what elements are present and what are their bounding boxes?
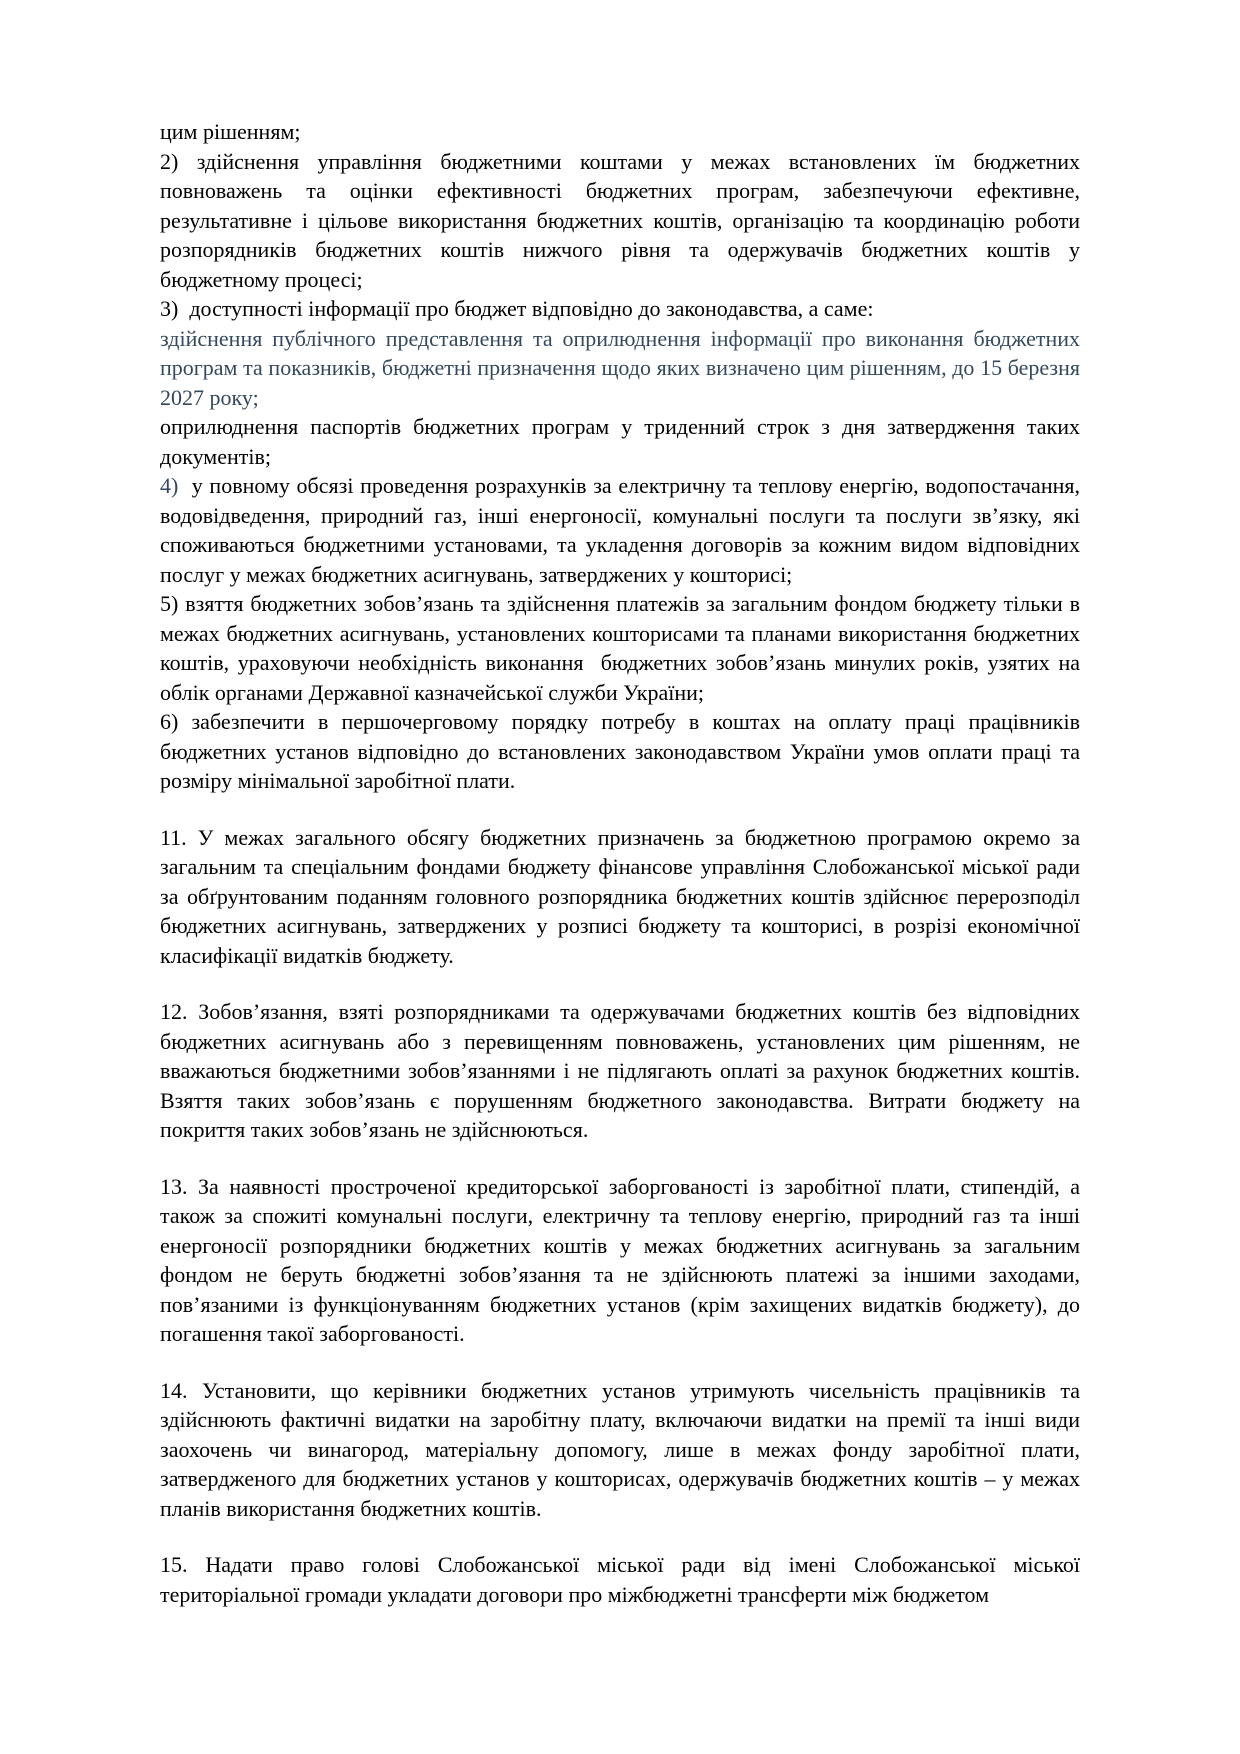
text-run: 14. Установити, що керівники бюджетних установ утримують чисельність працівників та здійснюють фактичні видатки на заробітну плату, включаючи видатки на премії та інші види заохочень чи винагород, матеріальну допомогу, лише в межах фонду заробітної плати, затвердженого для бюджетних установ у кошторисах, одержувачів бюджетних коштів – у межах планів використання бюджетних коштів. bbox=[160, 1377, 1080, 1521]
text-run: цим рішенням; bbox=[160, 119, 301, 144]
section-13 bbox=[160, 1172, 1080, 1349]
accent-text-run: 4) bbox=[160, 473, 179, 498]
text-run: 13. За наявності простроченої кредиторської заборгованості із заробітної плати, стипендій, а також за спожиті комунальні послуги, електричну та теплову енергію, природний газ та інші енергоносії розпорядники бюджетних коштів у межах бюджетних асигнувань за загальним фондом не беруть бюджетні зобов’язання та не здійснюють платежі за іншими заходами, пов’язаними із функціонуванням бюджетних установ (крім захищених видатків бюджету), до погашення такої заборгованості. bbox=[160, 1173, 1080, 1346]
document-body bbox=[160, 117, 1080, 1609]
text-run: оприлюднення паспортів бюджетних програм у триденний строк з дня затвердження таких документів; bbox=[160, 414, 1080, 469]
text-run: 5) взяття бюджетних зобов’язань та здійснення платежів за загальним фондом бюджету тільки в межах бюджетних асигнувань, установлених кошторисами та планами використання бюджетних коштів, ураховуючи необхідність виконання бюджетних зобов’язань минулих років, узятих на облік органами Державної казначейської служби України; bbox=[160, 591, 1080, 705]
text-run: 12. Зобов’язання, взяті розпорядниками та одержувачами бюджетних коштів без відповідних бюджетних асигнувань або з перевищенням повноважень, установлених цим рішенням, не вважаються бюджетними зобов’язаннями і не підлягають оплаті за рахунок бюджетних коштів. Взяття таких зобов’язань є порушенням бюджетного законодавства. Витрати бюджету на покриття таких зобов’язань не здійснюються. bbox=[160, 999, 1080, 1142]
item-2 bbox=[160, 147, 1080, 295]
section-11 bbox=[160, 823, 1080, 971]
item-3-sub bbox=[160, 412, 1080, 471]
item-3 bbox=[160, 294, 1080, 324]
text-run: 11. У межах загального обсягу бюджетних призначень за бюджетною програмою окремо за загальним та спеціальним фондами бюджету фінансове управління Слобожанської міської ради за обґрунтованим поданням головного розпорядника бюджетних коштів здійснює перерозподіл бюджетних асигнувань, затверджених у розписі бюджету та кошторисі, в розрізі економічної класифікації видатків бюджету. bbox=[160, 824, 1080, 968]
section-12 bbox=[160, 997, 1080, 1145]
text-run: 6) забезпечити в першочерговому порядку потребу в коштах на оплату праці працівників бюджетних установ відповідно до встановлених законодавством України умов оплати праці та розміру мінімальної заробітної плати. bbox=[160, 709, 1080, 793]
text-run: у повному обсязі проведення розрахунків за електричну та теплову енергію, водопостачання, водовідведення, природний газ, інші енергоносії, комунальні послуги та послуги зв’язку, які споживаються бюджетними установами, та укладення договорів за кожним видом відповідних послуг у межах бюджетних асигнувань, затверджених у кошторисі; bbox=[160, 473, 1080, 587]
item-6 bbox=[160, 707, 1080, 796]
text-run: 2) здійснення управління бюджетними коштами у межах встановлених їм бюджетних повноважень та оцінки ефективності бюджетних програм, забезпечуючи ефективне, результативне і цільове використання бюджетних коштів, організацію та координацію роботи розпорядників бюджетних коштів нижчого рівня та одержувачів бюджетних коштів у бюджетному процесі; bbox=[160, 148, 1080, 292]
text-run: 3) доступності інформації про бюджет відповідно до законодавства, а саме: bbox=[160, 296, 874, 321]
text-run: 15. Надати право голові Слобожанської міської ради від імені Слобожанської міської територіальної громади укладати договори про міжбюджетні трансферти між бюджетом bbox=[160, 1552, 1080, 1607]
section-15 bbox=[160, 1550, 1080, 1609]
item-4 bbox=[160, 471, 1080, 589]
section-14 bbox=[160, 1376, 1080, 1524]
accent-text-run: здійснення публічного представлення та оприлюднення інформації про виконання бюджетних програм та показників, бюджетні призначення щодо яких визначено цим рішенням, до 15 березня 2027 року; bbox=[160, 325, 1080, 410]
continuation-line bbox=[160, 117, 1080, 147]
item-5 bbox=[160, 589, 1080, 707]
item-3-sub-accent bbox=[160, 324, 1080, 413]
